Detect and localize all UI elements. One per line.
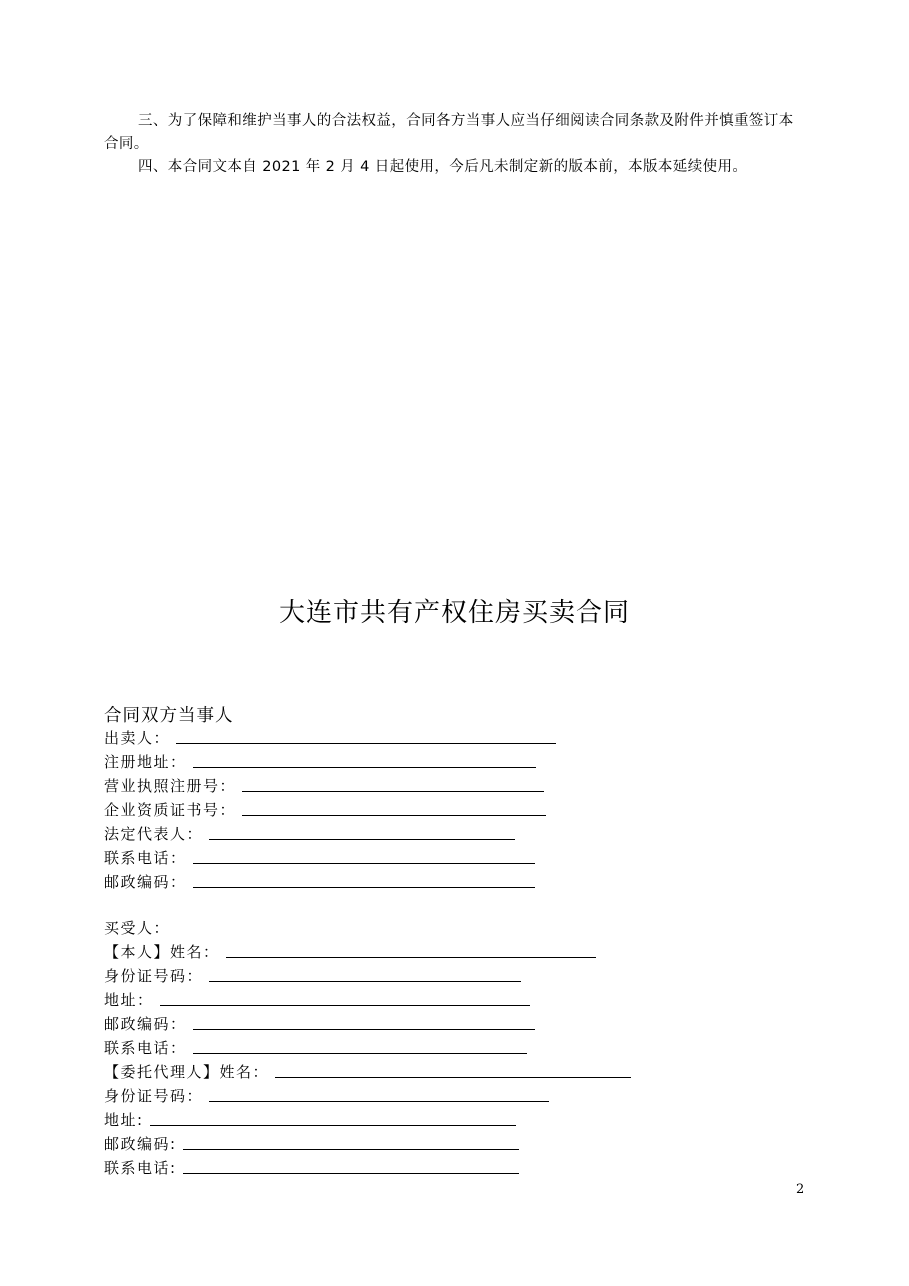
agent-id-blank[interactable] <box>209 1101 549 1102</box>
buyer-id-blank[interactable] <box>209 981 521 982</box>
buyer-self-name-blank[interactable] <box>226 957 596 958</box>
buyer-phone-blank[interactable] <box>193 1053 527 1054</box>
page-number: 2 <box>796 1182 805 1197</box>
contract-title: 大连市共有产权住房买卖合同 <box>278 598 630 628</box>
agent-postcode-label: 邮政编码: <box>104 1135 177 1153</box>
seller-license-row <box>104 774 544 796</box>
agent-name-blank[interactable] <box>275 1077 631 1078</box>
parties-heading: 合同双方当事人 <box>104 706 234 726</box>
agent-name-row <box>104 1060 631 1082</box>
agent-address-row <box>104 1108 516 1130</box>
buyer-phone-row <box>104 1036 527 1058</box>
seller-address-row <box>104 750 536 772</box>
buyer-label: 买受人： <box>104 919 171 937</box>
seller-postcode-label: 邮政编码： <box>104 873 187 891</box>
seller-phone-label: 联系电话： <box>104 849 187 867</box>
seller-qualification-blank[interactable] <box>242 815 546 816</box>
seller-row <box>104 726 556 748</box>
seller-qualification-label: 企业资质证书号： <box>104 801 237 819</box>
agent-phone-blank[interactable] <box>183 1173 519 1174</box>
buyer-self-name-label: 【本人】姓名： <box>104 943 220 961</box>
agent-name-label: 【委托代理人】姓名： <box>104 1063 270 1081</box>
agent-phone-row <box>104 1156 519 1178</box>
buyer-postcode-row <box>104 1012 535 1034</box>
seller-name-blank[interactable] <box>176 743 556 744</box>
seller-address-label: 注册地址： <box>104 753 187 771</box>
seller-label: 出卖人： <box>104 729 171 747</box>
seller-legal-rep-row <box>104 822 515 844</box>
buyer-address-label: 地址： <box>104 991 154 1009</box>
seller-phone-row <box>104 846 535 868</box>
agent-phone-label: 联系电话: <box>104 1159 177 1177</box>
seller-license-blank[interactable] <box>242 791 544 792</box>
buyer-id-row <box>104 964 521 986</box>
buyer-row <box>104 916 170 938</box>
buyer-address-blank[interactable] <box>160 1005 530 1006</box>
agent-postcode-blank[interactable] <box>183 1149 519 1150</box>
seller-qualification-row <box>104 798 546 820</box>
seller-license-label: 营业执照注册号： <box>104 777 237 795</box>
intro-paragraph-3: 三、为了保障和维护当事人的合法权益，合同各方当事人应当仔细阅读合同条款及附件并慎重签订本合同。 <box>104 113 794 152</box>
seller-legal-rep-blank[interactable] <box>209 839 515 840</box>
agent-id-label: 身份证号码： <box>104 1087 204 1105</box>
buyer-phone-label: 联系电话： <box>104 1039 187 1057</box>
buyer-address-row <box>104 988 530 1010</box>
buyer-self-name-row <box>104 940 596 962</box>
buyer-postcode-label: 邮政编码： <box>104 1015 187 1033</box>
agent-address-blank[interactable] <box>150 1125 516 1126</box>
buyer-postcode-blank[interactable] <box>193 1029 535 1030</box>
intro-paragraph-4: 四、本合同文本自 2021 年 2 月 4 日起使用，今后凡未制定新的版本前，本版本延续使用。 <box>138 159 748 175</box>
buyer-id-label: 身份证号码： <box>104 967 204 985</box>
intro-section <box>104 110 804 179</box>
seller-phone-blank[interactable] <box>193 863 535 864</box>
seller-legal-rep-label: 法定代表人： <box>104 825 204 843</box>
agent-address-label: 地址: <box>104 1111 144 1129</box>
seller-postcode-row <box>104 870 535 892</box>
agent-postcode-row <box>104 1132 519 1154</box>
agent-id-row <box>104 1084 549 1106</box>
seller-address-blank[interactable] <box>193 767 536 768</box>
seller-postcode-blank[interactable] <box>193 887 535 888</box>
